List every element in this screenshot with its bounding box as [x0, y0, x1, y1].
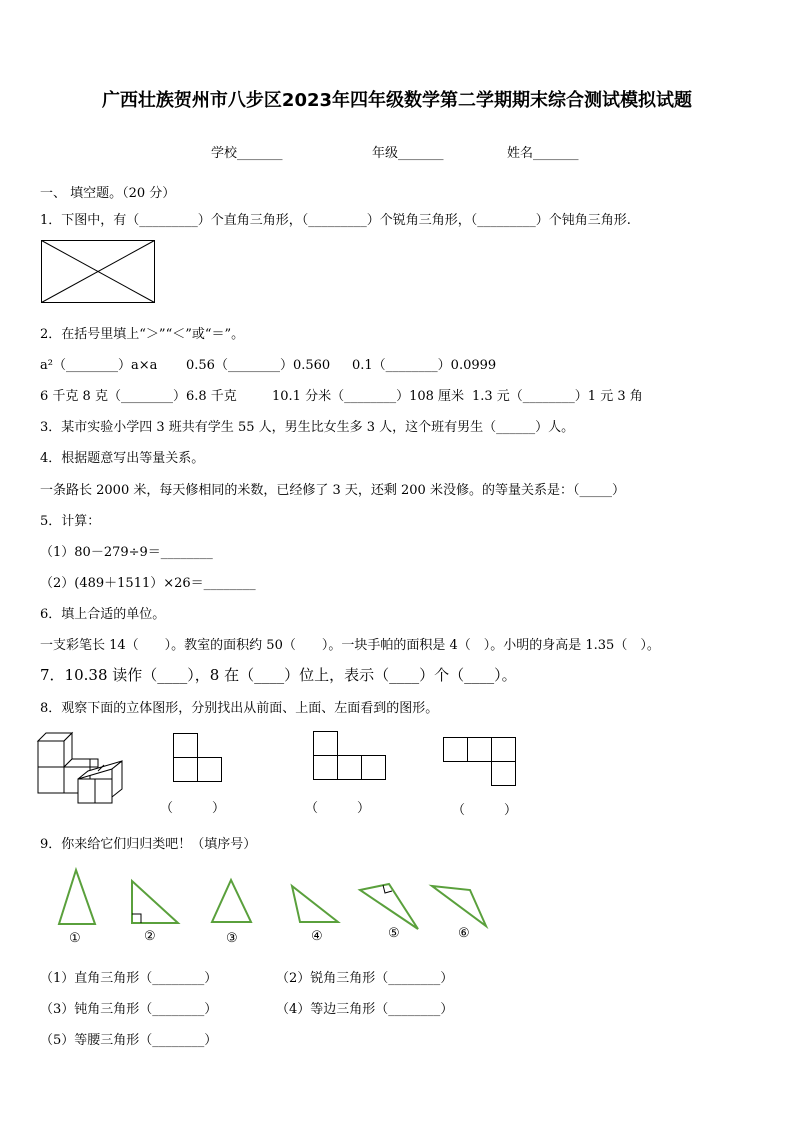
section-heading: 一、 填空题。（20 分） — [40, 186, 176, 201]
calc-item: （2）(489＋1511）×26＝________ — [40, 576, 256, 591]
triangle-6 — [432, 886, 486, 926]
question-4: 4．根据题意写出等量关系。 — [40, 451, 205, 466]
classify-item: （2）锐角三角形（________） — [276, 971, 454, 986]
question-4-text: 一条路长 2000 米，每天修相同的米数，已经修了 3 天，还剩 200 米没修。的等量关系是：（_____） — [40, 483, 625, 498]
q2-item: a²（________）a×a — [40, 358, 158, 373]
rectangle-with-diagonals-figure — [41, 240, 155, 304]
q2-item: 10.1 分米（________）108 厘米 — [272, 389, 465, 404]
question-6: 6．填上合适的单位。 — [40, 607, 166, 622]
view-figure-2 — [313, 731, 388, 781]
view-figure-3 — [443, 737, 519, 789]
triangle-label: ⑥ — [458, 926, 470, 941]
answer-blank[interactable]: （ ） — [160, 801, 226, 816]
classify-item: （5）等腰三角形（________） — [40, 1033, 218, 1048]
triangle-label: ④ — [311, 929, 323, 944]
q2-item: 0.56（________）0.560 — [186, 358, 331, 373]
answer-blank[interactable]: （ ） — [452, 803, 518, 818]
question-7: 7．10.38 读作（____），8 在（____）位上，表示（____）个（____）。 — [40, 666, 517, 684]
answer-blank[interactable]: （ ） — [305, 801, 371, 816]
triangle-3 — [212, 880, 251, 922]
triangle-label: ③ — [226, 931, 238, 946]
classify-item: （1）直角三角形（________） — [40, 971, 218, 986]
classify-item: （3）钝角三角形（________） — [40, 1002, 218, 1017]
cube-stack-figure — [38, 733, 124, 805]
triangle-5 — [360, 884, 418, 929]
school-field: 学校_______ — [211, 146, 283, 161]
triangle-1 — [59, 870, 95, 924]
page-title: 广西壮族贺州市八步区2023年四年级数学第二学期期末综合测试模拟试题 — [101, 90, 693, 111]
triangle-label: ⑤ — [388, 926, 400, 941]
triangle-2 — [132, 881, 178, 923]
triangle-4 — [292, 886, 338, 922]
view-figure-1 — [173, 733, 223, 783]
question-6-text: 一支彩笔长 14（ ）。教室的面积约 50（ ）。一块手帕的面积是 4（ ）。小明的身高是 1.35（ ）。 — [40, 638, 660, 653]
question-8: 8．观察下面的立体图形，分别找出从前面、上面、左面看到的图形。 — [40, 701, 439, 716]
classify-item: （4）等边三角形（________） — [276, 1002, 454, 1017]
question-5: 5．计算： — [40, 514, 101, 529]
q2-item: 6 千克 8 克（________）6.8 千克 — [40, 389, 237, 404]
q2-item: 1.3 元（________）1 元 3 角 — [472, 389, 643, 404]
triangle-label: ② — [144, 929, 156, 944]
triangle-label: ① — [69, 931, 81, 946]
name-field: 姓名_______ — [507, 146, 579, 161]
calc-item: （1）80－279÷9＝________ — [40, 545, 213, 560]
question-1: 1．下图中，有（_________）个直角三角形，（_________）个锐角三角形，（_________）个钝角三角形. — [40, 213, 631, 228]
grade-field: 年级_______ — [372, 146, 444, 161]
question-3: 3．某市实验小学四 3 班共有学生 55 人，男生比女生多 3 人，这个班有男生（______）人。 — [40, 420, 575, 435]
q2-item: 0.1（________）0.0999 — [352, 358, 497, 373]
question-9: 9．你来给它们归归类吧！（填序号） — [40, 837, 257, 852]
question-2: 2．在括号里填上“＞”“＜”或“＝”。 — [40, 327, 245, 342]
